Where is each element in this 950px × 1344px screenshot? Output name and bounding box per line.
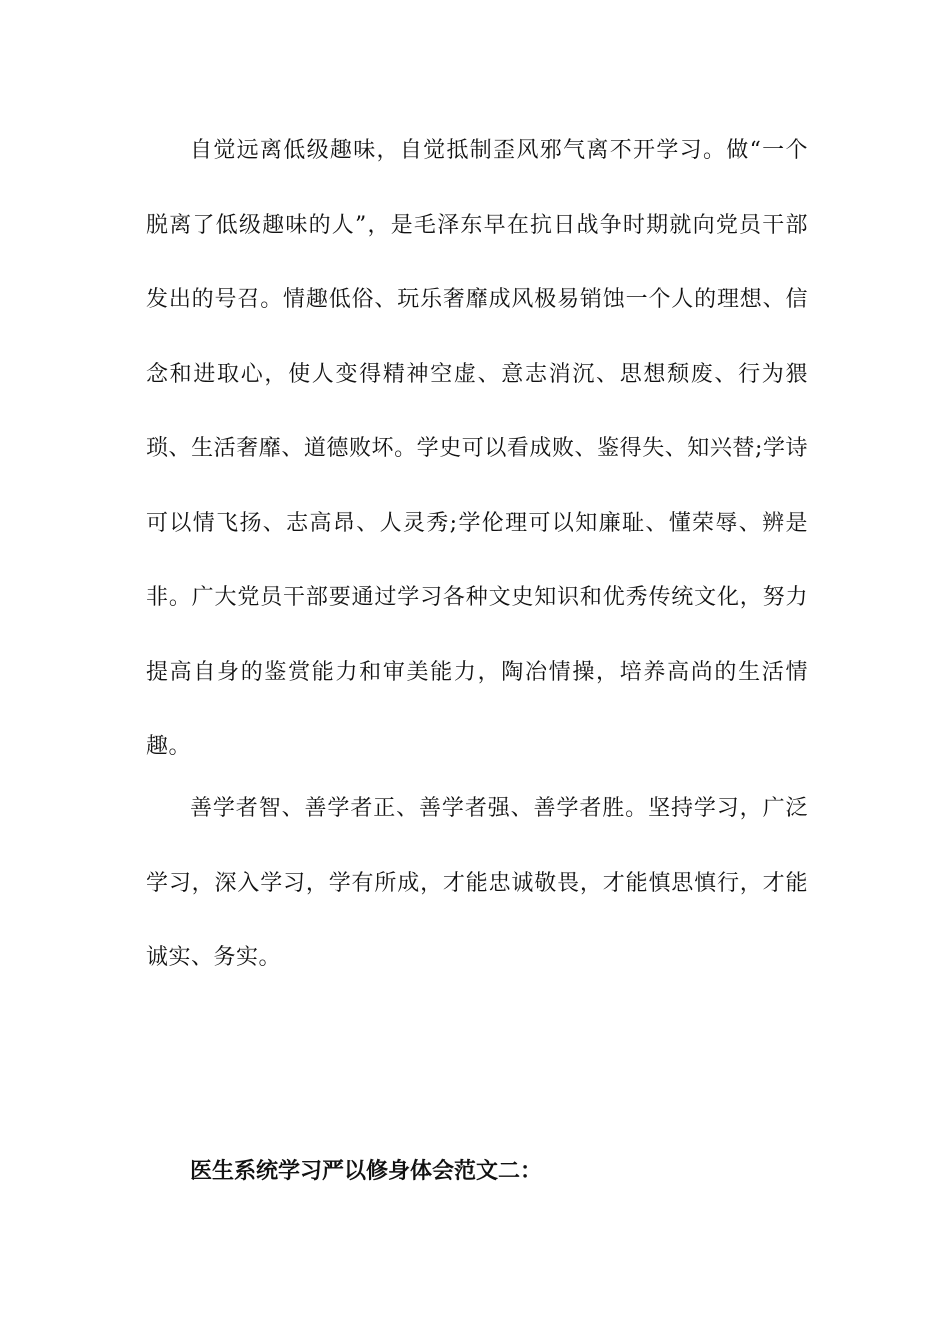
section-heading: 医生系统学习严以修身体会范文二： xyxy=(190,1159,543,1184)
body-paragraph-1: 自觉远离低级趣味，自觉抵制歪风邪气离不开学习。做“一个脱离了低级趣味的人”，是毛泽东早在抗日战争时期就向党员干部发出的号召。情趣低俗、玩乐奢靡成风极易销蚀一个人的理想、信念和进取心，使人变得精神空虚、意志消沉、思想颓废、行为猥琐、生活奢靡、道德败坏。学史可以看成败、鉴得失、知兴替;学诗可以情飞扬、志高昂、人灵秀;学伦理可以知廉耻、懂荣辱、辨是非。广大党员干部要通过学习各种文史知识和优秀传统文化，努力提高自身的鉴赏能力和审美能力，陶冶情操，培养高尚的生活情趣。 xyxy=(146,138,808,759)
body-paragraph-2: 善学者智、善学者正、善学者强、善学者胜。坚持学习，广泛学习，深入学习，学有所成，才能忠诚敬畏，才能慎思慎行，才能诚实、务实。 xyxy=(146,796,808,970)
